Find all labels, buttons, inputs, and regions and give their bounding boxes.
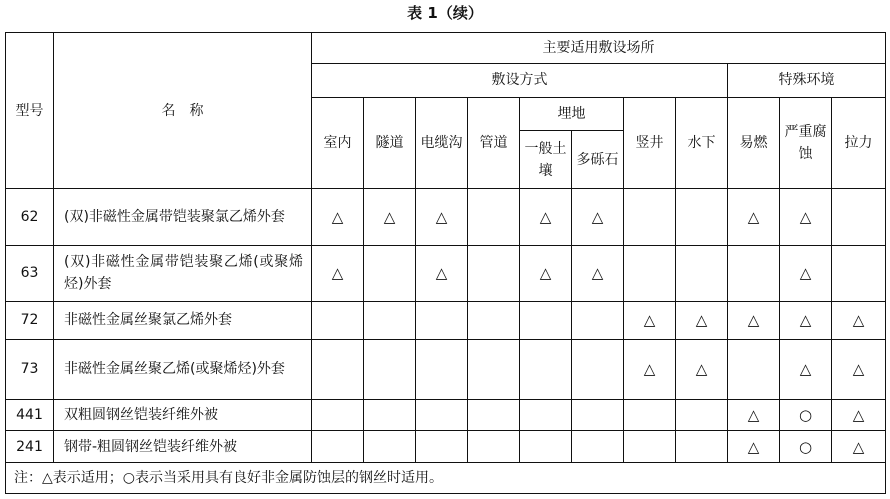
- cell-mark: [364, 339, 416, 399]
- row-name: (双)非磁性金属带铠装聚乙烯(或聚烯烃)外套: [54, 245, 312, 301]
- cell-mark: △: [728, 431, 780, 462]
- cell-mark: △: [780, 189, 832, 245]
- row-model: 441: [6, 400, 54, 431]
- cell-mark: △: [676, 339, 728, 399]
- row-model: 241: [6, 431, 54, 462]
- table-row: [6, 431, 886, 462]
- cell-mark: [520, 431, 572, 462]
- header-buried-group: 埋地: [520, 97, 624, 130]
- cell-mark: [728, 245, 780, 301]
- header-col-tunnel: 隧道: [364, 97, 416, 189]
- cell-mark: [624, 400, 676, 431]
- cell-mark: [676, 189, 728, 245]
- table-row: [6, 400, 886, 431]
- table-row: [6, 339, 886, 399]
- cell-mark: △: [572, 189, 624, 245]
- header-main-group: 主要适用敷设场所: [312, 33, 886, 64]
- cell-mark: [728, 339, 780, 399]
- row-model: 62: [6, 189, 54, 245]
- header-col-gravel: 多砾石: [572, 131, 624, 189]
- cell-mark: △: [780, 302, 832, 340]
- cell-mark: △: [832, 339, 886, 399]
- header-col-tension: 拉力: [832, 97, 886, 189]
- cell-mark: [676, 431, 728, 462]
- cell-mark: [468, 189, 520, 245]
- cell-mark: [624, 245, 676, 301]
- table-row: [6, 245, 886, 301]
- header-col-trench: 电缆沟: [416, 97, 468, 189]
- cell-mark: [624, 431, 676, 462]
- row-name: (双)非磁性金属带铠装聚氯乙烯外套: [54, 189, 312, 245]
- cell-mark: [416, 302, 468, 340]
- header-col-shaft: 竖井: [624, 97, 676, 189]
- cell-mark: △: [728, 189, 780, 245]
- header-col-general-soil: 一般土壤: [520, 131, 572, 189]
- cell-mark: [520, 302, 572, 340]
- cell-mark: △: [728, 400, 780, 431]
- cell-mark: △: [832, 400, 886, 431]
- cell-mark: [364, 245, 416, 301]
- row-name: 双粗圆钢丝铠装纤维外被: [54, 400, 312, 431]
- cell-mark: [572, 431, 624, 462]
- header-method-group: 敷设方式: [312, 64, 728, 97]
- cell-mark: △: [676, 302, 728, 340]
- cell-mark: △: [312, 245, 364, 301]
- header-model: 型号: [6, 33, 54, 189]
- cell-mark: △: [312, 189, 364, 245]
- cell-mark: △: [832, 431, 886, 462]
- cell-mark: [416, 400, 468, 431]
- row-model: 72: [6, 302, 54, 340]
- cell-mark: △: [520, 245, 572, 301]
- table-row: [6, 302, 886, 340]
- cell-mark: △: [832, 302, 886, 340]
- cell-mark: [312, 400, 364, 431]
- cell-mark: [572, 302, 624, 340]
- cell-mark: [676, 400, 728, 431]
- cell-mark: [312, 302, 364, 340]
- cell-mark: [468, 245, 520, 301]
- cell-mark: [624, 189, 676, 245]
- cell-mark: [520, 400, 572, 431]
- cell-mark: △: [780, 245, 832, 301]
- cell-mark: △: [728, 302, 780, 340]
- header-col-indoor: 室内: [312, 97, 364, 189]
- cell-mark: △: [416, 245, 468, 301]
- cell-mark: △: [624, 339, 676, 399]
- header-col-corrosion: 严重腐蚀: [780, 97, 832, 189]
- row-name: 非磁性金属丝聚氯乙烯外套: [54, 302, 312, 340]
- cell-mark: [572, 339, 624, 399]
- header-col-duct: 管道: [468, 97, 520, 189]
- cell-mark: [468, 339, 520, 399]
- cell-mark: [832, 189, 886, 245]
- cell-mark: [364, 302, 416, 340]
- cell-mark: [364, 400, 416, 431]
- cell-mark: ○: [780, 400, 832, 431]
- row-model: 63: [6, 245, 54, 301]
- cell-mark: △: [572, 245, 624, 301]
- cell-mark: [676, 245, 728, 301]
- cell-mark: [312, 339, 364, 399]
- cell-mark: △: [416, 189, 468, 245]
- table-row: [6, 189, 886, 245]
- row-name: 钢带-粗圆钢丝铠装纤维外被: [54, 431, 312, 462]
- cell-mark: [468, 302, 520, 340]
- table-title: 表 1（续）: [407, 4, 483, 22]
- cell-mark: [520, 339, 572, 399]
- header-col-underwater: 水下: [676, 97, 728, 189]
- row-model: 73: [6, 339, 54, 399]
- cell-mark: [416, 339, 468, 399]
- cell-mark: △: [624, 302, 676, 340]
- cell-mark: [468, 400, 520, 431]
- cell-mark: [468, 431, 520, 462]
- header-name: 名 称: [54, 33, 312, 189]
- cell-mark: [312, 431, 364, 462]
- row-name: 非磁性金属丝聚乙烯(或聚烯烃)外套: [54, 339, 312, 399]
- cell-mark: △: [780, 339, 832, 399]
- cell-mark: △: [364, 189, 416, 245]
- cell-mark: ○: [780, 431, 832, 462]
- cell-mark: [832, 245, 886, 301]
- cell-mark: △: [520, 189, 572, 245]
- cell-mark: [364, 431, 416, 462]
- cell-mark: [572, 400, 624, 431]
- cable-application-table: [5, 32, 886, 494]
- table-note: 注：△表示适用；○表示当采用具有良好非金属防蚀层的钢丝时适用。: [6, 462, 886, 493]
- cell-mark: [416, 431, 468, 462]
- header-col-flammable: 易燃: [728, 97, 780, 189]
- header-special-group: 特殊环境: [728, 64, 886, 97]
